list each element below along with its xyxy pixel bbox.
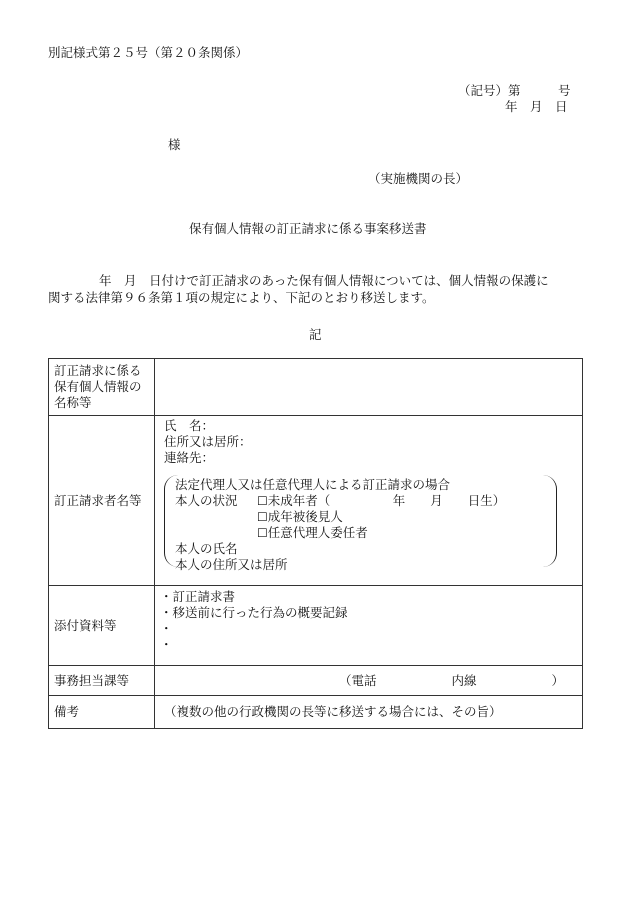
label-record-name-line1: 訂正請求に係る xyxy=(54,363,142,378)
table-row-remarks xyxy=(49,696,583,729)
principal-name: 本人の氏名 xyxy=(175,541,238,556)
option-delegator-label: 任意代理人委任者 xyxy=(267,525,368,540)
value-requester xyxy=(155,416,583,586)
checkbox-icon[interactable]: ☐ xyxy=(257,494,268,508)
reference-number: （記号）第 号 xyxy=(458,83,571,98)
label-office: 事務担当課等 xyxy=(49,666,155,696)
attachment-item: ・訂正請求書 xyxy=(160,589,236,604)
proxy-request-bracket xyxy=(164,475,557,572)
value-office xyxy=(155,666,583,696)
value-record-name xyxy=(155,359,583,416)
option-adult-ward[interactable] xyxy=(257,509,505,525)
principal-address: 本人の住所又は居所 xyxy=(175,557,288,572)
value-remarks xyxy=(155,696,583,729)
transfer-details-table xyxy=(48,358,583,729)
attachment-item: ・移送前に行った行為の概要記録 xyxy=(160,605,348,620)
requester-name: 氏 名： xyxy=(164,418,215,433)
value-attachments xyxy=(155,586,583,666)
label-record-name-line2: 保有個人情報の xyxy=(54,379,142,394)
requester-contact: 連絡先： xyxy=(164,450,215,465)
label-record-name-line3: 名称等 xyxy=(54,395,92,410)
sender: （実施機関の長） xyxy=(368,171,469,186)
option-delegator[interactable] xyxy=(257,525,505,541)
label-attachments: 添付資料等 xyxy=(49,586,155,666)
option-minor-label: 未成年者（ 年 月 日生） xyxy=(267,493,506,508)
option-minor[interactable] xyxy=(257,493,505,509)
principal-status-label: 本人の状況 xyxy=(175,493,238,508)
option-adult-ward-label: 成年被後見人 xyxy=(267,509,343,524)
label-record-name xyxy=(49,359,155,416)
office-phone-extension: （電話 内線 ） xyxy=(338,672,564,688)
table-row-requester xyxy=(49,416,583,586)
proxy-heading: 法定代理人又は任意代理人による訂正請求の場合 xyxy=(175,477,451,492)
label-remarks: 備考 xyxy=(49,696,155,729)
principal-status-row xyxy=(175,493,556,541)
form-number: 別記様式第２５号（第２０条関係） xyxy=(48,45,249,60)
attachment-item: ・ xyxy=(160,621,173,636)
attachment-item: ・ xyxy=(160,637,173,652)
label-requester: 訂正請求者名等 xyxy=(49,416,155,586)
table-row-attachments xyxy=(49,586,583,666)
document-title: 保有個人情報の訂正請求に係る事案移送書 xyxy=(189,221,427,236)
addressee: 様 xyxy=(168,137,181,152)
remarks-text: （複数の他の行政機関の長等に移送する場合には、その旨） xyxy=(164,704,502,719)
requester-address: 住所又は居所： xyxy=(164,434,252,449)
table-row-office xyxy=(49,666,583,696)
principal-status-options xyxy=(257,493,505,541)
checkbox-icon[interactable]: ☐ xyxy=(257,510,268,524)
issue-date: 年 月 日 xyxy=(505,99,568,114)
table-row-record-name xyxy=(49,359,583,416)
ki-heading: 記 xyxy=(309,327,322,342)
body-text-line1: 年 月 日付けで訂正請求のあった保有個人情報については、個人情報の保護に xyxy=(99,273,549,288)
checkbox-icon[interactable]: ☐ xyxy=(257,526,268,540)
body-text-line2: 関する法律第９６条第１項の規定により、下記のとおり移送します。 xyxy=(48,290,435,305)
